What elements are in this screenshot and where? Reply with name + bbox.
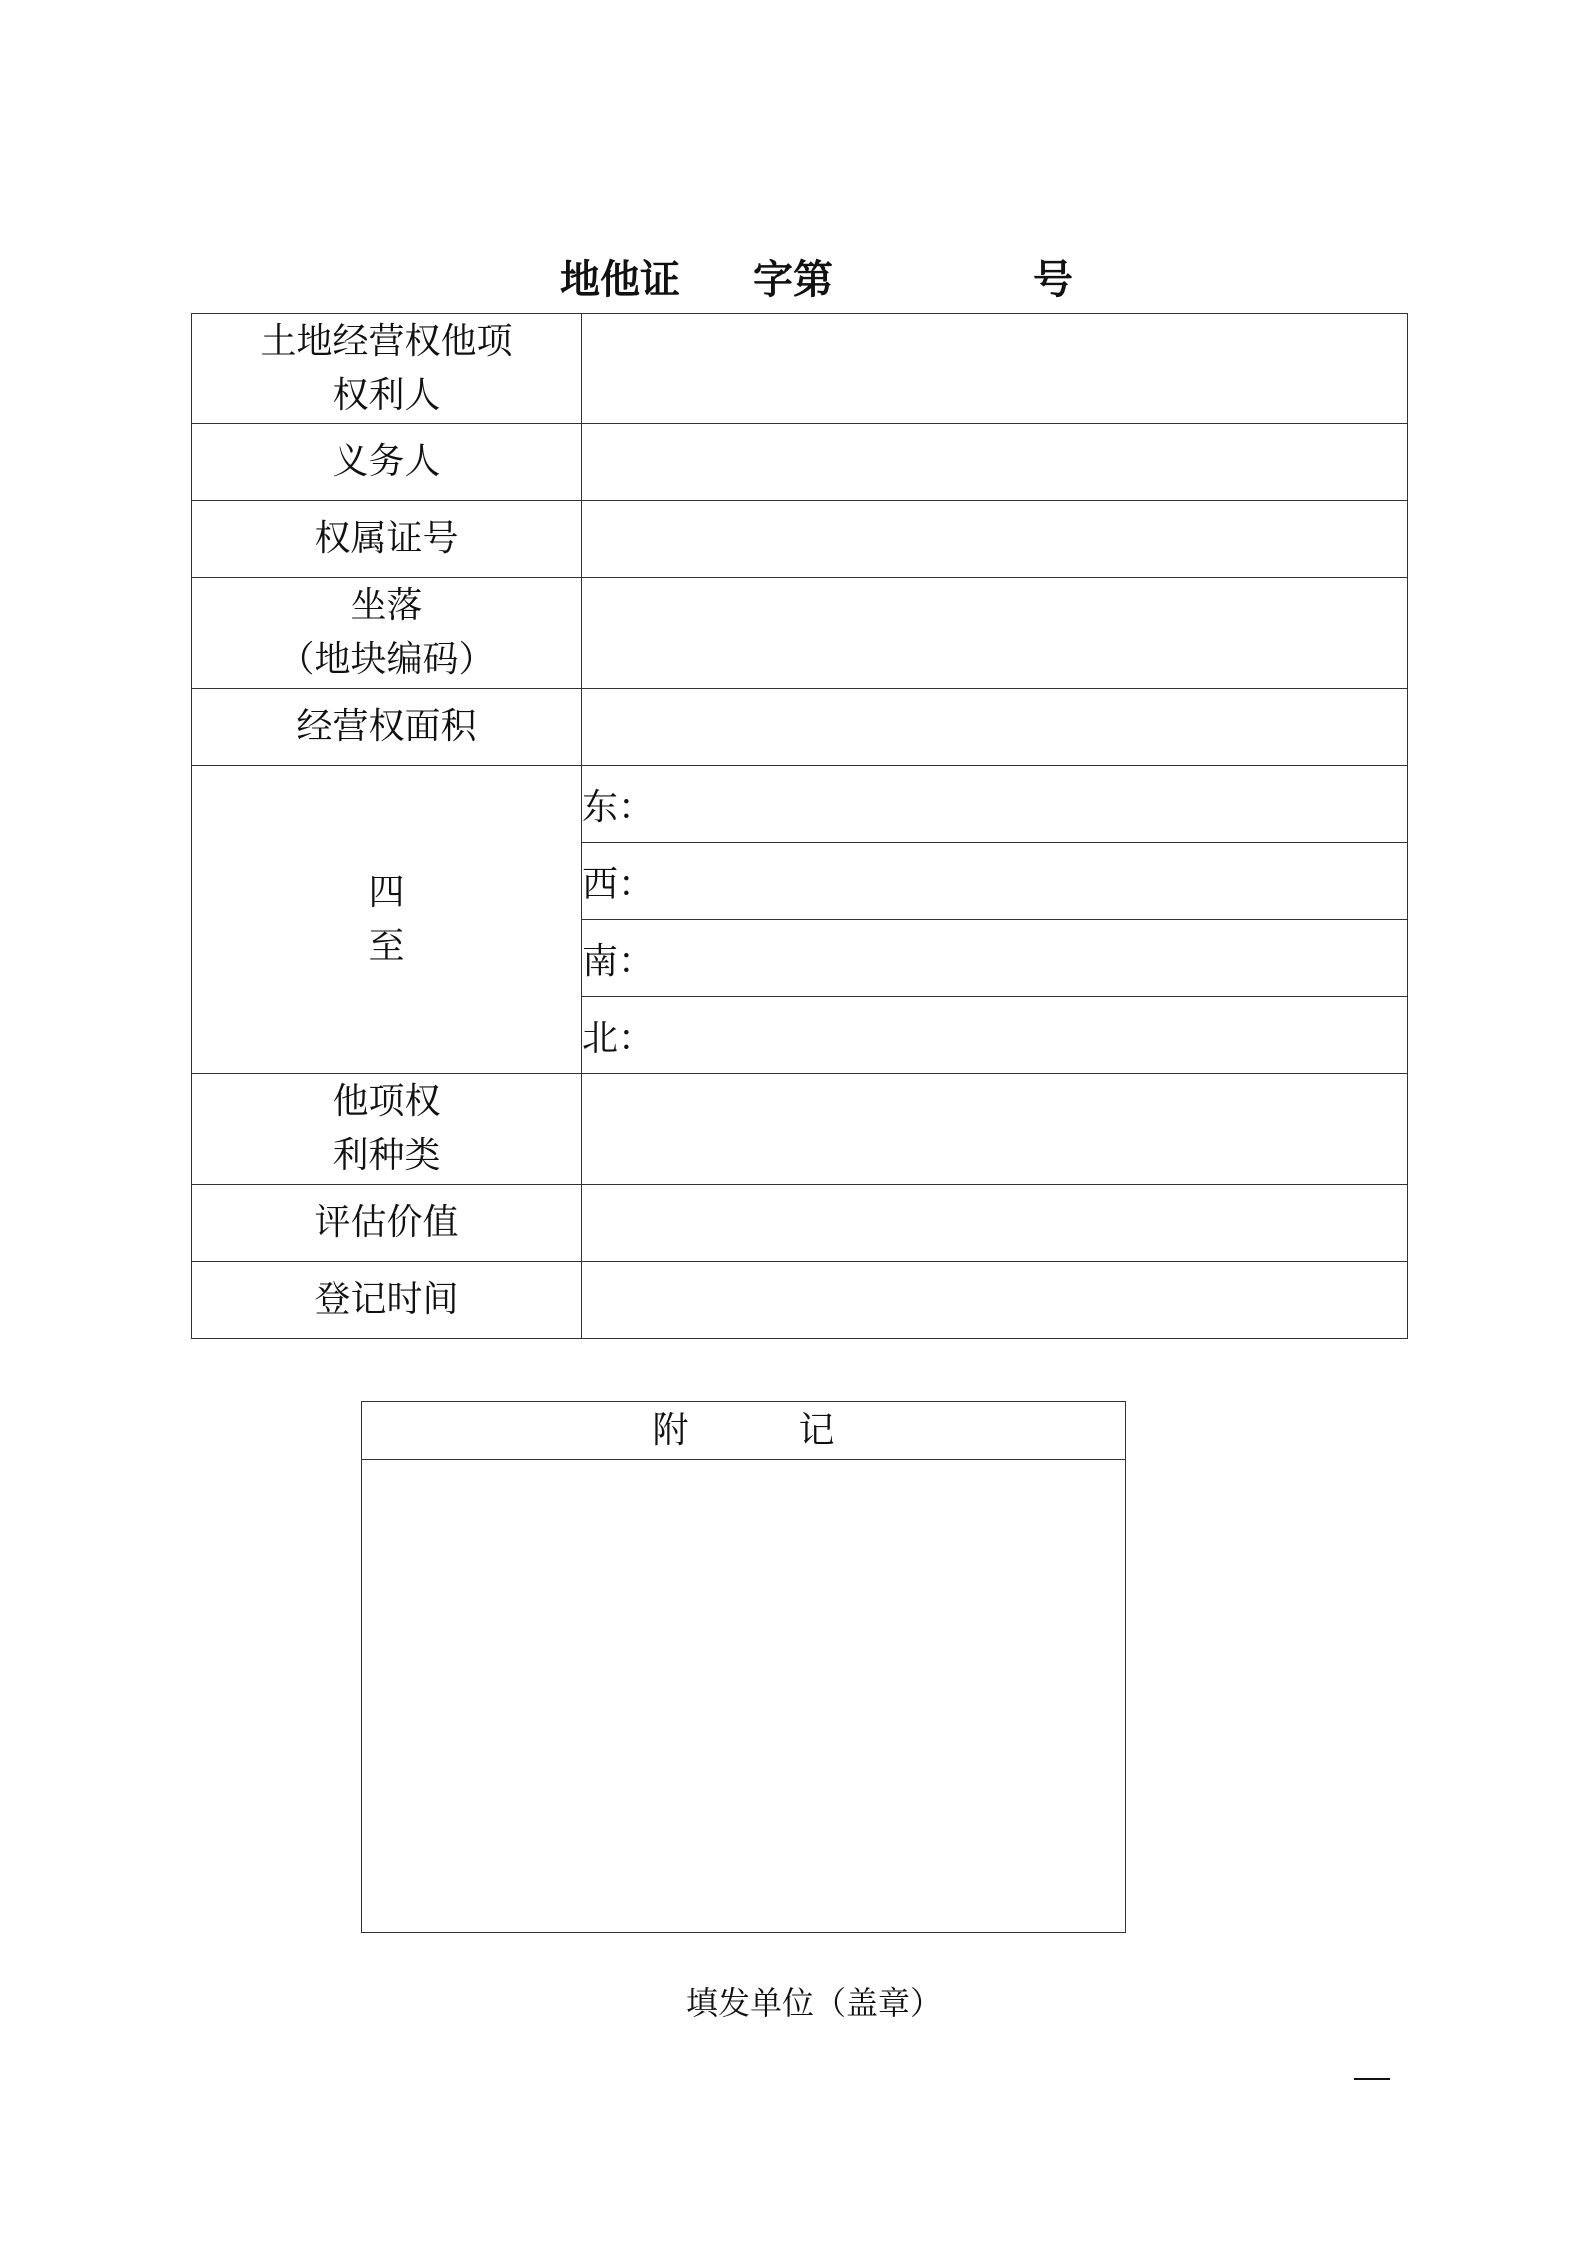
field-obligor[interactable] [582, 424, 1408, 501]
label-area: 经营权面积 [192, 689, 582, 766]
field-area[interactable] [582, 689, 1408, 766]
label-line: （地块编码） [278, 639, 495, 680]
row-ownership-cert-no [192, 501, 1408, 578]
field-right-holder[interactable] [582, 314, 1408, 424]
title-suffix: 号 [1033, 257, 1073, 303]
row-right-type [192, 1074, 1408, 1185]
label-line: 权利人 [332, 374, 441, 416]
note-heading-left: 附 [652, 1410, 689, 1451]
row-assessed-value [192, 1185, 1408, 1262]
row-location [192, 578, 1408, 689]
label-ownership-cert-no: 权属证号 [192, 501, 582, 578]
label-line: 四 [368, 871, 405, 913]
registration-table [191, 313, 1408, 1339]
note-heading-right: 记 [798, 1410, 835, 1451]
label-line: 坐落 [350, 585, 423, 626]
field-boundary-west[interactable]: 西： [582, 843, 1408, 920]
row-area [192, 689, 1408, 766]
field-boundary-north[interactable]: 北： [582, 997, 1408, 1074]
field-boundary-south[interactable]: 南： [582, 920, 1408, 997]
field-registration-time[interactable] [582, 1262, 1408, 1339]
label-obligor: 义务人 [192, 424, 582, 501]
label-right-holder [192, 314, 582, 424]
field-location[interactable] [582, 578, 1408, 689]
label-line: 土地经营权他项 [260, 320, 513, 362]
label-line: 利种类 [332, 1135, 441, 1176]
row-boundary-east [192, 766, 1408, 843]
row-obligor [192, 424, 1408, 501]
title-prefix: 地他证 [560, 257, 680, 303]
page-dash [1354, 2078, 1390, 2080]
field-ownership-cert-no[interactable] [582, 501, 1408, 578]
label-registration-time: 登记时间 [192, 1262, 582, 1339]
label-location [192, 578, 582, 689]
label-boundaries [192, 766, 582, 1074]
title-middle: 字第 [753, 257, 833, 303]
note-body[interactable] [362, 1460, 1125, 1932]
issuer-seal-line: 填发单位（盖章） [686, 1984, 943, 2022]
label-right-type [192, 1074, 582, 1185]
field-right-type[interactable] [582, 1074, 1408, 1185]
note-heading [362, 1402, 1125, 1460]
note-box [361, 1401, 1126, 1933]
label-line: 至 [368, 925, 405, 967]
label-assessed-value: 评估价值 [192, 1185, 582, 1262]
row-registration-time [192, 1262, 1408, 1339]
label-line: 他项权 [332, 1081, 441, 1122]
field-boundary-east[interactable]: 东： [582, 766, 1408, 843]
row-right-holder [192, 314, 1408, 424]
field-assessed-value[interactable] [582, 1185, 1408, 1262]
